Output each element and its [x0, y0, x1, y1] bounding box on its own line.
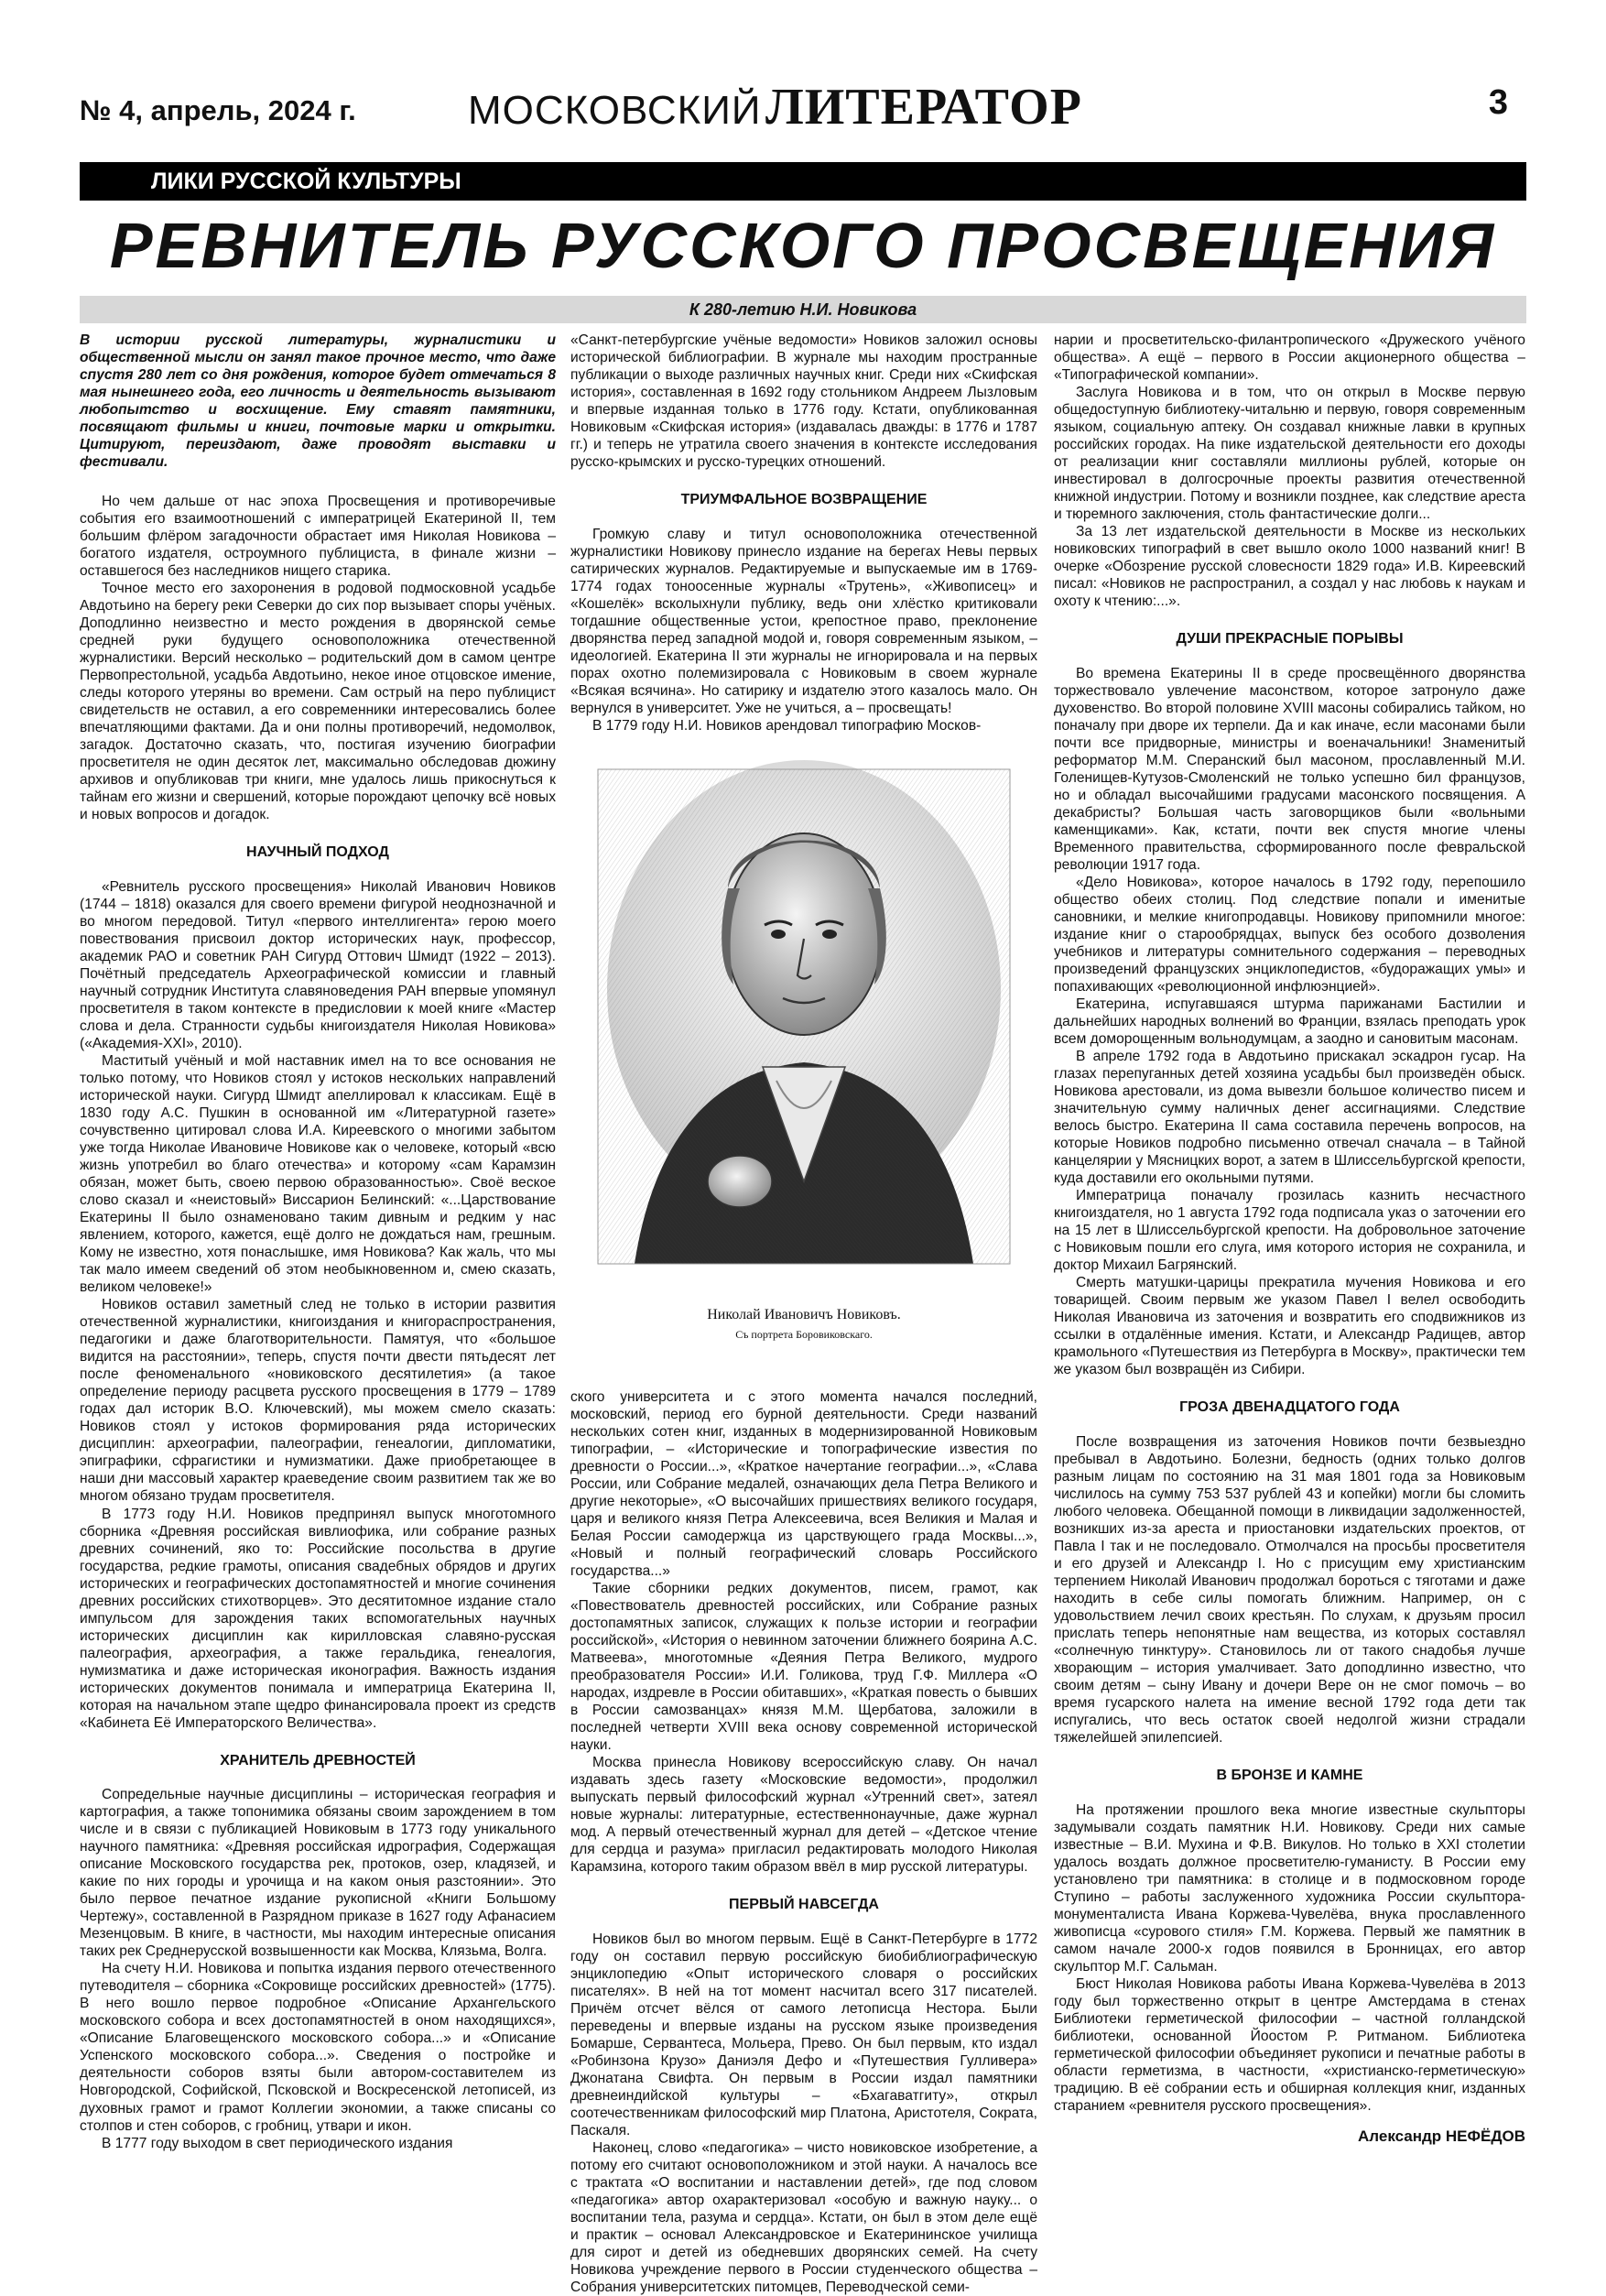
- article-author: Александр НЕФЁДОВ: [1358, 2127, 1525, 2145]
- portrait-illustration: [570, 751, 1037, 1300]
- paragraph: На счету Н.И. Новикова и попытка издания первого отечественного путеводителя – сборника «Сокровище российских древностей» (1775). В него вошло первое подробное «Описание Архангельского московского собора и всех достопамятностей в оном находящихся», «Описание Благовещенского московского собора...» и «Описание Успенского московского собора...». Сведения о постройке и деятельности соборов взяты были автором-составителем из Новгородской, Софийской, Псковской и Воскресенской летописей, из духовных грамот и грамот Коллегии экономии, а также списаны со столпов и стен соборов, с гробниц, утвари и икон.: [80, 1961, 556, 2134]
- newspaper-name-part-2: ЛИТЕРАТОР: [765, 79, 1082, 136]
- paragraph: Новиков был во многом первым. Ещё в Санкт-Петербурге в 1772 году он составил первую российскую биобиблиографическую энциклопедию «Опыт исторического словаря о российских писателях». В ней на тот момент насчитал всего 317 писателей. Причём отсчет вёлся от самого летописца Нестора. Были переведены и впервые изданы на русском языке произведения Бомарше, Сервантеса, Мольера, Прево. Он был первым, кто издал «Робинзона Крузо» Даниэля Дефо и «Путешествия Гулливера» Джонатана Свифта. Он первым в России издал памятники древнеиндийской культуры – «Бхагаватгиту», открыл соотечественникам философский мир Платона, Аристотеля, Сократа, Паскаля.: [570, 1931, 1037, 2138]
- paragraph: В 1777 году выходом в свет периодического издания: [102, 2135, 453, 2151]
- paragraph: Смерть матушки-царицы прекратила мучения Новикова и его товарищей. Своим первым же указом Павел I велел освободить Николая Ивановича из заточения и возвратить его сподвижников из ссылки в отдалённые имения. Кстати, и Александр Радищев, автор крамольного «Путешествия из Петербурга в Москву», практически тем же указом был возвращён из Сибири.: [1054, 1275, 1525, 1378]
- paragraph: В 1773 году Н.И. Новиков предпринял выпуск многотомного сборника «Древняя российская вивлиофика, или собрание разных древних сочинений, яко то: Российские посольства в другие государства, редкие грамоты, описания свадебных обрядов и других исторических и географических достопамятностей и многие сочинения древних российских стихотворцев». Это десятитомное издание стало импульсом для зарождения таких вспомогательных научных исторических дисциплин как кирилловская славяно-русская палеография, археография, а также геральдика, генеалогия, нумизматика и даже историческая иконография. Важность издания исторических документов понимала и императрица Екатерина II, которая на начальном этапе щедро финансировала проект из средств «Кабинета Её Императорского Величества».: [80, 1506, 556, 1731]
- article-headline: РЕВНИТЕЛЬ РУССКОГО ПРОСВЕЩЕНИЯ: [109, 210, 1497, 281]
- article-subheadline: К 280-летию Н.И. Новикова: [80, 296, 1526, 323]
- newspaper-name-part-1: МОСКОВСКИЙ: [468, 88, 762, 133]
- paragraph: В 1779 году Н.И. Новиков арендовал типографию Москов-: [592, 717, 982, 734]
- page-number: 3: [1488, 83, 1508, 122]
- paragraph: На протяжении прошлого века многие известные скульпторы задумывали создать памятник Н.И. Новикову. Среди них самые известные – В.И. Мухина и Ф.В. Викулов. Но только в XXI столетии удалось воздать должное просветителю-гуманисту. В России ему установлено три памятника: в столице и в подмосковном городе Ступино – работы заслуженного художника России скульптора-монументалиста Ивана Коржева-Чувелёва, внука прославленного живописца «сурового стиля» Г.М. Коржева. Первый же памятник в самом начале 2000-х годов появился в Бронницах, его автор скульптор М.Г. Сальман.: [1054, 1801, 1525, 1975]
- section-heading: НАУЧНЫЙ ПОДХОД: [246, 844, 389, 861]
- portrait-engraving: [570, 751, 1037, 1374]
- paragraph: Сопредельные научные дисциплины – историческая география и картография, а также топонимика обязаны своим зарождением в том числе и в связи с публикацией Новиковым в 1773 году уникального научного памятника: «Древняя российская идрография, Содержащая описание Московского государства рек, протоков, озер, кладязей, и какие по них городы и урочища и на каком оныя разстоянии». Это было первое печатное издание рукописной «Книги Большому Чертежу», составленной в Разрядном приказе в 1627 году Афанасием Мезенцовым. В книге, в частности, мы находим интересные описания таких рек Среднерусской возвышенности как Москва, Клязьма, Волга.: [80, 1787, 556, 1960]
- paragraph: За 13 лет издательской деятельности в Москве из нескольких новиковских типографий в свет вышло около 1000 названий книг! В очерке «Обозрение русской словесности 1829 года» И.В. Киреевский писал: «Новиков не распространил, а создал у нас любовь к наукам и охоту к чтению:...».: [1054, 524, 1525, 610]
- paragraph: Заслуга Новикова и в том, что он открыл в Москве первую общедоступную библиотеку-читальню и первую, говоря современным языком, социальную аптеку. Он создавал книжные лавки в крупных российских городах. На пике издательской деятельности его доходы от реализации книг составляли миллионы рублей, которые он инвестировал в долгосрочные проекты развития отечественной книжной индустрии. Потому и возникли позднее, как следствие ареста и тюремного заключения, столь фантастические долги...: [1054, 385, 1525, 523]
- portrait-caption-source: Съ портрета Боровиковскаго.: [735, 1327, 873, 1341]
- paragraph: «Ревнитель русского просвещения» Николай Иванович Новиков (1744 – 1818) оказался для своего времени фигурой неоднозначной и во многом передовой. Титул «первого интеллигента» герою моего повествования присвоил доктор исторических наук, профессор, академик РАО и советник РАН Сигурд Оттович Шмидт (1922 – 2013). Почётный председатель Археографической комиссии и главный научный сотрудник Института славяноведения РАН впервые упомянул просветителя в таком контексте в предисловии к моей книге «Мастер слова и дела. Странности судьбы книгоиздателя Николая Новикова» («Академия-XXI», 2010).: [80, 878, 556, 1052]
- paragraph: нарии и просветительско-филантропического «Дружеского учёного общества». А ещё – первого в России акционерного общества – «Типографической компании».: [1054, 332, 1525, 384]
- section-heading: ГРОЗА ДВЕНАДЦАТОГО ГОДА: [1179, 1399, 1400, 1416]
- article-column-2: [570, 332, 1037, 2296]
- article-lead: В истории русской литературы, журналистики и общественной мысли он занял такое прочное место, что даже спустя 280 лет со дня рождения, которое будет отмечаться 8 мая нынешнего года, его личность и деятельность вызывают любопытство и восхищение. Ему ставят памятники, посвящают фильмы и книги, почтовые марки и открытки. Цитируют, переиздают, даже проводят выставки и фестивали.: [80, 332, 556, 471]
- article-column-3: [1054, 332, 1525, 2147]
- section-rubric: [80, 162, 1526, 201]
- section-heading: В БРОНЗЕ И КАМНЕ: [1216, 1768, 1363, 1784]
- portrait-caption: Николай Ивановичъ Новиковъ.: [707, 1306, 901, 1322]
- paragraph: Москва принесла Новикову всероссийскую славу. Он начал издавать здесь газету «Московские ведомости», продолжил выпускать первый философский журнал «Утренний свет», затеял новые журналы: литературные, естественнонаучные, даже журнал мод. А первый отечественный журнал для детей – «Детское чтение для сердца и разума» пригласил редактировать молодого Николая Карамзина, которого таким образом ввёл в мир русской литературы.: [570, 1755, 1037, 1876]
- issue-date: № 4, апрель, 2024 г.: [80, 94, 356, 126]
- section-heading: ТРИУМФАЛЬНОЕ ВОЗВРАЩЕНИЕ: [680, 492, 928, 508]
- section-heading: ХРАНИТЕЛЬ ДРЕВНОСТЕЙ: [220, 1752, 416, 1768]
- paragraph: Громкую славу и титул основоположника отечественной журналистики Новикову принесло издание на берегах Невы первых сатирических журналов. Редактируемые и выпускаемые им в 1769-1774 годах тоноосенные журналы «Трутень», «Живописец» и «Кошелёк» всколыхнули публику, ведь они хлёстко критиковали тогдашние общественные устои, крепостное право, преклонение дворянства перед западной модой и, говоря современным языком, – идеологией. Екатерина II эти журналы не игнорировала и на первых порах охотно полемизировала с Новиковым в своем журнале «Всякая всячина». Но сатирику и издателю этого казалось мало. Он вернулся в университет. Уже не учиться, а – просвещать!: [570, 526, 1037, 716]
- section-heading: ПЕРВЫЙ НАВСЕГДА: [729, 1897, 879, 1913]
- masthead: [80, 78, 1526, 160]
- paragraph: Новиков оставил заметный след не только в истории развития отечественной журналистики, книгоиздания и книгораспространения, педагогики и даже благотворительности. Памятуя, что «большое видится на расстоянии», теперь, спустя почти двести пятьдесят лет после феноменального «новиковского десятилетия» (а такое определение периоду расцвета русского просвещения в 1779 – 1789 годах дал историк В.О. Ключевский), мы можем смело сказать: Новиков стоял у истоков формирования ряда исторических дисциплин: археографии, палеографии, генеалогии, дипломатики, эпиграфики, сфрагистики и нумизматики. Даже приобретающее в наши дни массовый характер краеведение своим развитием так же во многом обязано трудам просветителя.: [80, 1297, 556, 1505]
- paragraph: «Дело Новикова», которое началось в 1792 году, перепошило общество обеих столиц. Под следствие попали и именитые сановники, и мелкие книгопродавцы. Новикову припомнили многое: издание книг о старообрядцах, выпуск без особого дозволения учебников и литературы сомнительного содержания – переводных произведений французских энциклопедистов, «будоражащих умы» и попахивающих «революционной инфлюэнцией».: [1054, 874, 1525, 996]
- section-heading: ДУШИ ПРЕКРАСНЫЕ ПОРЫВЫ: [1176, 631, 1404, 647]
- paragraph: Бюст Николая Новикова работы Ивана Коржева-Чувелёва в 2013 году был торжественно открыт в центре Амстердама в стенах Библиотеки герметической философии – частной голландской библиотеки, основанной Йоостом Р. Ритманом. Библиотека герметической философии объединяет рукописи и печатные работы в области герметизма, в частности, «христианско-герметическую» традицию. В её собрании есть и обширная коллекция книг, изданных старанием «ревнителя русского просвещения».: [1054, 1975, 1525, 2114]
- paragraph: Точное место его захоронения в родовой подмосковной усадьбе Авдотьино на берегу реки Северки до сих пор вызывает споры учёных. Доподлинно неизвестно и место рождения в дворянской семье средней руки будущего основоположника отечественной журналистики. Версий несколько – родительский дом в самом центре Первопрестольной, усадьба Авдотьино, некое иное отцовское имение, следы которого утеряны во времени. Сам острый на перо публицист свидетельств не оставил, а его современники интересовались более впечатляющими фактами. Да и они полны противоречий, недомолвок, загадок. Достаточно сказать, что, постигая изучению биографии просветителя не один десяток лет, максимально обследовав дюжину архивов и опубликовав три книги, мне удалось лишь прикоснуться к тайнам его жизни и свершений, которые порождают цепочку всё новых и новых вопросов и догадок.: [80, 581, 556, 823]
- article-column-1: [80, 332, 556, 2152]
- paragraph: Императрица поначалу грозилась казнить несчастного книгоиздателя, но 1 августа 1792 года подписала указ о заточении его на 15 лет в Шлиссельбургской крепости. На добровольное заточение с Новиковым пошли его слуга, имя которого история не сохранила, и доктор Михаил Багрянский.: [1054, 1188, 1525, 1274]
- newspaper-logo: [468, 78, 1082, 136]
- paragraph: В апреле 1792 года в Авдотьино прискакал эскадрон гусар. На глазах перепуганных детей хозяина усадьбы был произведён обыск. Новикова арестовали, из дома вывезли большое количество писем и значительную сумму наличных денег ассигнациями. Следствие велось быстро. Екатерина II сама составила перечень вопросов, на которые Новиков подробно письменно отвечал сначала – в Тайной канцелярии у Мясницких ворот, а затем в Шлиссельбургской крепости, куда доставили его окольными путями.: [1054, 1049, 1525, 1187]
- paragraph: Наконец, слово «педагогика» – чисто новиковское изобретение, а потому его считают основоположником и этой науки. А началось все с трактата «О воспитании и наставлении детей», где под словом «педагогика» автор охарактеризовал «особую и важную науку... о воспитании тела, разума и сердца». Кстати, он был в этом деле ещё и практик – основал Александровское и Екатерининское училища для сирот и детей из обедневших дворянских семей. На счету Новикова учреждение первого в России студенческого общества – Собрания университетских питомцев, Переводческой семи-: [570, 2139, 1037, 2296]
- section-rubric-label: ЛИКИ РУССКОЙ КУЛЬТУРЫ: [151, 169, 461, 194]
- paragraph: ского университета и с этого момента начался последний, московский, период его бурной деятельности. Среди названий нескольких сотен книг, изданных в модернизированной Новиковым типографии, – «Исторические и топографические известия по древности о России...», «Краткое начертание географии...», «Слава России, или Собрание медалей, означающих дела Петра Великого и другие некоторые», «О высочайших пришествиях великого государя, царя и великого князя Петра Алексеевича, всея Великия и Малая и Белая России самодержца из царствующего града Москвы...», «Новый и полный географический словарь Российского государства...»: [570, 1388, 1037, 1579]
- paragraph: Екатерина, испугавшаяся штурма парижанами Бастилии и дальнейших народных волнений во Франции, взялась преподать урок всем доморощенным вольнодумцам, а заодно и сановитым масонам.: [1054, 996, 1525, 1048]
- paragraph: Такие сборники редких документов, писем, грамот, как «Повествователь древностей российских, или Собрание разных достопамятных записок, служащих к пользе истории и географии российской», «История о невинном заточении ближнего боярина А.С. Матвеева», многотомные «Деяния Петра Великого, мудрого преобразователя России» И.И. Голикова, труд Г.Ф. Миллера «О народах, издревле в России обитавших», «Краткая повесть о бывших в России самозванцах» князя М.М. Щербатова, заложили в последней четверти XVIII века основу современной исторической науки.: [570, 1581, 1037, 1754]
- paragraph: Маститый учёный и мой наставник имел на то все основания не только потому, что Новиков стоял у истоков нескольких направлений исторической науки. Сигурд Шмидт апеллировал к классикам. Ещё в 1830 году А.С. Пушкин в основанной им «Литературной газете» сочувственно цитировал слова И.А. Киреевского о многими забытом уже тогда Николае Ивановиче Новикове как о человеке, который «всю жизнь употребил во благо отечества» и которому «сам Карамзин обязан, может быть, своею первою образованностью». Своё веское слово сказал и «неистовый» Виссарион Белинский: «...Царствование Екатерины II было ознаменовано таким дивным и редким у нас явлением, которого, кажется, ещё долго не дождаться нам, грешным. Кому не известно, хотя понаслышке, имя Новикова? Как жаль, что мы так мало имеем сведений об этом необыкновенном и, смею сказать, великом человеке!»: [80, 1053, 556, 1296]
- paragraph: «Санкт-петербургские учёные ведомости» Новиков заложил основы исторической библиографии. В журнале мы находим пространные публикации о выходе различных научных книг. Среди них «Скифская история», составленная в 1692 году стольником Андреем Лызловым и впервые изданная только в 1776 году. Кстати, опубликованная Новиковым «Скифская история» (издавалась дважды: в 1776 и 1787 гг.) и теперь не утратила своего значения в контексте исследования русско-крымских и русско-турецких отношений.: [570, 332, 1037, 471]
- paragraph: Но чем дальше от нас эпоха Просвещения и противоречивые события его взаимоотношений с императрицей Екатериной II, тем большим флёром загадочности обрастает имя Николая Новикова – богатого издателя, остроумного публициста, в финале жизни – оставшегося без наследников нищего старика.: [80, 494, 556, 580]
- paragraph: Во времена Екатерины II в среде просвещённого дворянства торжествовало увлечение масонством, которое затронуло даже духовенство. Во второй половине XVIII масоны собирались тайком, но поначалу при дворе их терпели. Да и как иначе, если масонами были почти все придворные, министры и военачальники! Знаменитый реформатор М.М. Сперанский был масоном, прославленный М.И. Голенищев-Кутузов-Смоленский не только успешно бил французов, но и обладал высочайшими градусами масонского посвящения. А декабристы? Большая часть заговорщиков были «вольными каменщиками». Как, кстати, почти век спустя многие члены Временного правительства, сформированного после февральской революции 1917 года.: [1054, 665, 1525, 873]
- paragraph: После возвращения из заточения Новиков почти безвыездно пребывал в Авдотьино. Болезни, бедность (одних только долгов разным лицам по состоянию на 31 мая 1801 года за Новиковым числилось на сумму 753 537 рублей 43 и копейки) могли бы сломить любого человека. Обещанной помощи в ликвидации задолженностей, возникших из-за ареста и приостановки издательских проектов, от Павла I так и не последовало. Отмолчался на просьбы просветителя и его друзей и Александр I. Но с присущим ему христианским терпением Николай Иванович продолжал бороться с тяготами и даже находить в себе силы помогать ближним. Например, он с удовольствием лечил своих крестьян. По слухам, к друзьям просил прислать теперь непонятные нам вещества, из которых составлял «солнечную тинктуру». Становилось ли от такого снадобья лучше хворающим – история умалчивает. Зато доподлинно известно, что своим детям – сыну Ивану и дочери Вере он не смог помочь – во время гусарского налета на имение весной 1792 года дети так испугались, что весь остаток своей недолгой жизни страдали тяжелейшей эпилепсией.: [1054, 1433, 1525, 1746]
